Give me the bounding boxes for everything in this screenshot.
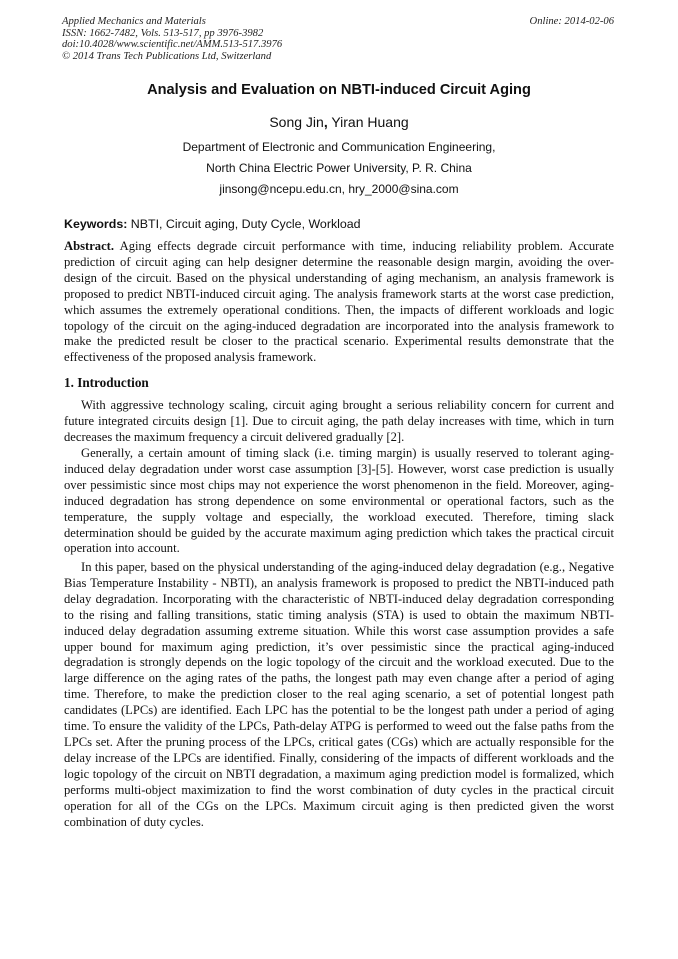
section-heading-introduction: 1. Introduction (64, 375, 149, 390)
keywords-text: NBTI, Circuit aging, Duty Cycle, Workload (127, 217, 361, 231)
online-date: Online: 2014-02-06 (529, 16, 614, 27)
intro-paragraph-2: Generally, a certain amount of timing slack (i.e. timing margin) is usually reserved to tolerant aging-induced delay degradation under worst case assumption [3]-[5]. However, worst case prediction is usually over pessimistic since most chips may not experience the worst phenomenon in the field. Moreover, aging-induced degradation has strong dependence on some environmental or operational factors, such as the temperature, the supply voltage and especially, the workload executed. Therefore, timing slack determination should be guided by the accurate maximum aging prediction which takes the practical circuit operation into account. (64, 446, 614, 556)
journal-header (62, 16, 282, 62)
keywords-label: Keywords: (64, 217, 128, 231)
copyright-line: © 2014 Trans Tech Publications Ltd, Switzerland (62, 50, 272, 62)
issn-line: ISSN: 1662-7482, Vols. 513-517, pp 3976-3982 (62, 27, 264, 39)
author-separator: , (323, 114, 328, 130)
author-1: Song Jin (269, 114, 324, 130)
author-list (0, 114, 678, 130)
author-emails[interactable]: jinsong@ncepu.edu.cn, hry_2000@sina.com (219, 182, 459, 196)
journal-name: Applied Mechanics and Materials (62, 16, 206, 27)
author-2: Yiran Huang (327, 114, 409, 130)
intro-paragraph-1: With aggressive technology scaling, circuit aging brought a serious reliability concern for current and future integrated circuits design [1]. Due to circuit aging, the path delay increases with time, which in turn decreases the maximum frequency a circuit delivered gradually [2]. (64, 398, 614, 444)
paper-title: Analysis and Evaluation on NBTI-induced Circuit Aging (147, 82, 531, 98)
intro-paragraph-3: In this paper, based on the physical understanding of the aging-induced delay degradation (e.g., Negative Bias Temperature Instability - NBTI), an analysis framework is proposed to predict the NBTI-induced path delay degradation. Incorporating with the characteristic of NBTI-induced delay degradation corresponding to the rising and falling transitions, static timing analysis (STA) is used to obtain the maximum NBTI-induced delay degradation assuming extreme situation. While this worst case assumption provides a safe upper bound for maximum aging prediction, it’s over pessimistic since the practical aging-induced degradation is strongly depends on the logic topology of the circuit and the workload executed. Due to the large difference on the aging rates of the paths, the longest path may even change after a period of aging time. Therefore, to make the prediction closer to the real aging scenario, a set of potential longest path candidates (LPCs) are identified. Each LPC has the potential to be the longest path under a period of aging time. To ensure the validity of the LPCs, Path-delay ATPG is performed to weed out the false paths from the LPCs set. After the pruning process of the LPCs, critical gates (CGs) which are actually responsible for the delay increase of the LPCs are identified. Finally, considering of the impacts of different workloads and the logic topology of the circuit on NBTI degradation, a maximum aging prediction model is formalized, which performs multi-object maximization to find the worst combination of duty cycles in the practical circuit operation for all of the CGs on the LPCs. Maximum circuit aging is then predicted given the worst combination of duty cycles. (64, 560, 614, 829)
abstract-label: Abstract. (64, 239, 115, 253)
affiliation-line-1: Department of Electronic and Communication Engineering, (182, 140, 496, 154)
doi-line[interactable]: doi:10.4028/www.scientific.net/AMM.513-517.3976 (62, 39, 283, 51)
abstract (64, 239, 614, 366)
abstract-text: Aging effects degrade circuit performance with time, inducing reliability problem. Accurate prediction of circuit aging can help designer determine the reasonable design margin, avoiding the over-design of the circuit. Based on the physical understanding of aging mechanism, an analysis framework is proposed to predict NBTI-induced circuit aging. The analysis framework starts at the worst case prediction, which assumes the extremely operational conditions. Then, the impacts of different workloads and logic topology of the circuit on the aging-induced degradation are incorporated into the analysis framework to make the predicted result be closer to the practical scenario. Experimental results demonstrate that the effectiveness of the proposed analysis framework. (64, 239, 614, 365)
affiliation-line-2: North China Electric Power University, P. R. China (206, 161, 472, 175)
keywords (64, 217, 361, 231)
